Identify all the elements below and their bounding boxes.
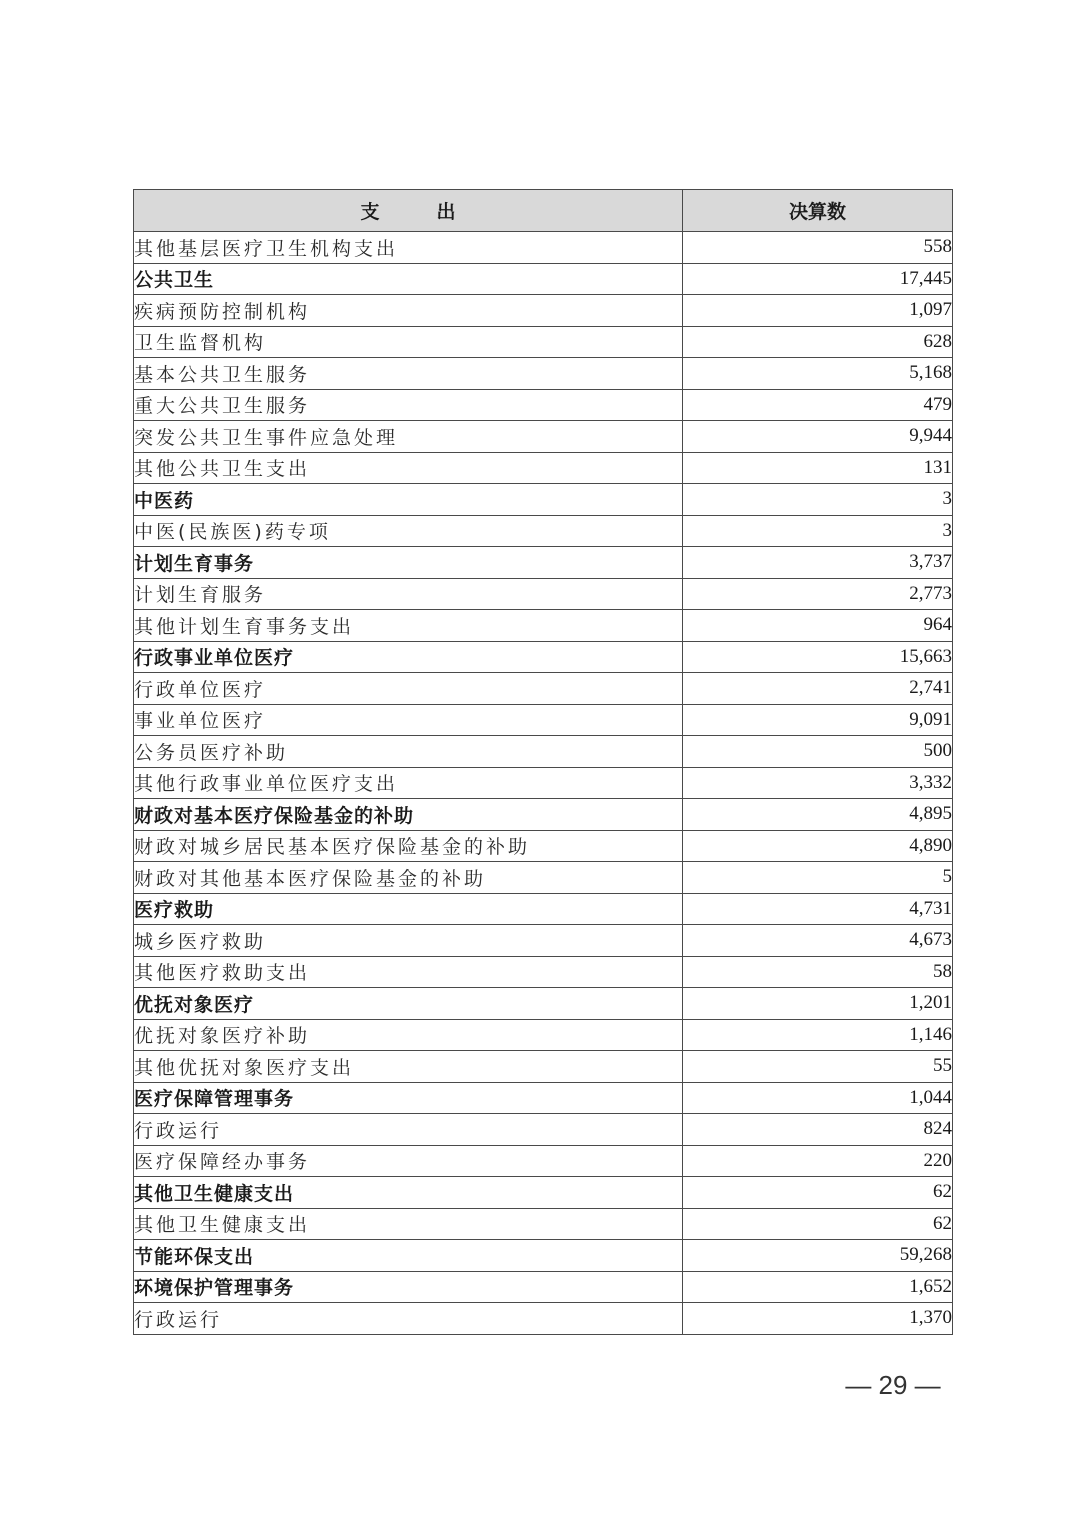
row-amount: 62 — [683, 1208, 953, 1240]
row-item-name: 计划生育事务 — [134, 547, 683, 579]
row-amount: 131 — [683, 452, 953, 484]
table-row — [134, 1114, 953, 1146]
row-amount: 3 — [683, 515, 953, 547]
table-row — [134, 1082, 953, 1114]
row-item-name: 行政运行 — [134, 1303, 683, 1335]
table-row — [134, 263, 953, 295]
table-row — [134, 1145, 953, 1177]
table-row — [134, 452, 953, 484]
row-amount: 3,332 — [683, 767, 953, 799]
row-item-name: 其他计划生育事务支出 — [134, 610, 683, 642]
table-row — [134, 1051, 953, 1083]
table-row — [134, 893, 953, 925]
row-amount: 4,673 — [683, 925, 953, 957]
row-item-name: 中医(民族医)药专项 — [134, 515, 683, 547]
row-amount: 500 — [683, 736, 953, 768]
expenditure-table — [133, 189, 953, 1335]
header-row — [134, 190, 953, 232]
row-item-name: 优抚对象医疗 — [134, 988, 683, 1020]
table-row — [134, 421, 953, 453]
row-amount: 4,895 — [683, 799, 953, 831]
table-row — [134, 326, 953, 358]
row-amount: 55 — [683, 1051, 953, 1083]
row-amount: 1,044 — [683, 1082, 953, 1114]
row-item-name: 医疗保障经办事务 — [134, 1145, 683, 1177]
table-header — [134, 190, 953, 232]
row-amount: 220 — [683, 1145, 953, 1177]
table-row — [134, 736, 953, 768]
row-amount: 1,097 — [683, 295, 953, 327]
row-amount: 59,268 — [683, 1240, 953, 1272]
row-item-name: 其他公共卫生支出 — [134, 452, 683, 484]
row-item-name: 财政对基本医疗保险基金的补助 — [134, 799, 683, 831]
table-row — [134, 925, 953, 957]
table-row — [134, 547, 953, 579]
table-row — [134, 956, 953, 988]
row-item-name: 其他优抚对象医疗支出 — [134, 1051, 683, 1083]
table-row — [134, 1303, 953, 1335]
row-amount: 9,091 — [683, 704, 953, 736]
table-row — [134, 641, 953, 673]
row-item-name: 其他基层医疗卫生机构支出 — [134, 232, 683, 264]
row-amount: 479 — [683, 389, 953, 421]
row-amount: 964 — [683, 610, 953, 642]
row-amount: 1,201 — [683, 988, 953, 1020]
row-amount: 1,652 — [683, 1271, 953, 1303]
table-row — [134, 704, 953, 736]
row-item-name: 突发公共卫生事件应急处理 — [134, 421, 683, 453]
row-item-name: 财政对城乡居民基本医疗保险基金的补助 — [134, 830, 683, 862]
row-amount: 5 — [683, 862, 953, 894]
row-amount: 4,890 — [683, 830, 953, 862]
row-item-name: 事业单位医疗 — [134, 704, 683, 736]
table-row — [134, 988, 953, 1020]
header-expenditure: 支 出 — [134, 190, 683, 232]
table-row — [134, 389, 953, 421]
table-row — [134, 232, 953, 264]
row-amount: 17,445 — [683, 263, 953, 295]
row-item-name: 疾病预防控制机构 — [134, 295, 683, 327]
table-row — [134, 673, 953, 705]
table-row — [134, 862, 953, 894]
row-item-name: 基本公共卫生服务 — [134, 358, 683, 390]
row-amount: 2,741 — [683, 673, 953, 705]
row-item-name: 城乡医疗救助 — [134, 925, 683, 957]
table-row — [134, 578, 953, 610]
row-amount: 5,168 — [683, 358, 953, 390]
row-item-name: 其他行政事业单位医疗支出 — [134, 767, 683, 799]
table-row — [134, 1271, 953, 1303]
row-amount: 3,737 — [683, 547, 953, 579]
row-item-name: 财政对其他基本医疗保险基金的补助 — [134, 862, 683, 894]
row-item-name: 节能环保支出 — [134, 1240, 683, 1272]
row-item-name: 行政运行 — [134, 1114, 683, 1146]
row-amount: 15,663 — [683, 641, 953, 673]
table-body — [134, 232, 953, 1335]
table-row — [134, 1019, 953, 1051]
row-item-name: 计划生育服务 — [134, 578, 683, 610]
row-amount: 628 — [683, 326, 953, 358]
row-amount: 58 — [683, 956, 953, 988]
row-item-name: 医疗救助 — [134, 893, 683, 925]
row-item-name: 其他卫生健康支出 — [134, 1208, 683, 1240]
table-row — [134, 830, 953, 862]
row-item-name: 行政单位医疗 — [134, 673, 683, 705]
row-amount: 2,773 — [683, 578, 953, 610]
row-item-name: 环境保护管理事务 — [134, 1271, 683, 1303]
table-row — [134, 767, 953, 799]
table-row — [134, 1240, 953, 1272]
row-item-name: 优抚对象医疗补助 — [134, 1019, 683, 1051]
row-amount: 1,146 — [683, 1019, 953, 1051]
row-item-name: 行政事业单位医疗 — [134, 641, 683, 673]
row-item-name: 医疗保障管理事务 — [134, 1082, 683, 1114]
row-item-name: 其他医疗救助支出 — [134, 956, 683, 988]
row-item-name: 重大公共卫生服务 — [134, 389, 683, 421]
row-item-name: 中医药 — [134, 484, 683, 516]
table-row — [134, 1208, 953, 1240]
table-row — [134, 484, 953, 516]
page-number: — 29 — — [845, 1370, 941, 1400]
row-amount: 824 — [683, 1114, 953, 1146]
table-row — [134, 515, 953, 547]
row-amount: 3 — [683, 484, 953, 516]
row-amount: 558 — [683, 232, 953, 264]
row-amount: 1,370 — [683, 1303, 953, 1335]
header-final-amount: 决算数 — [683, 190, 953, 232]
table-row — [134, 610, 953, 642]
row-item-name: 公务员医疗补助 — [134, 736, 683, 768]
table-row — [134, 799, 953, 831]
table-row — [134, 295, 953, 327]
row-amount: 4,731 — [683, 893, 953, 925]
table-row — [134, 358, 953, 390]
table-row — [134, 1177, 953, 1209]
row-item-name: 卫生监督机构 — [134, 326, 683, 358]
row-item-name: 公共卫生 — [134, 263, 683, 295]
row-amount: 62 — [683, 1177, 953, 1209]
row-item-name: 其他卫生健康支出 — [134, 1177, 683, 1209]
row-amount: 9,944 — [683, 421, 953, 453]
